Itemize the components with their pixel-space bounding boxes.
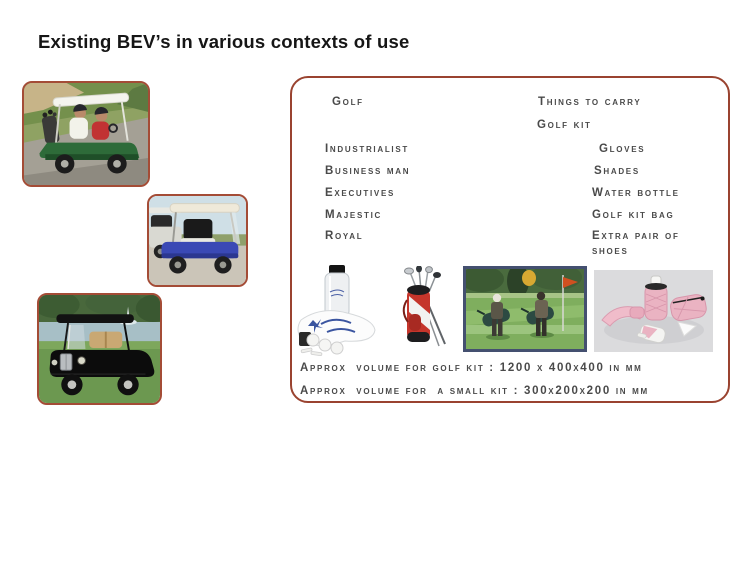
- photo-black-golf-cart: [37, 293, 162, 405]
- list-item-shades: Shades: [594, 165, 640, 177]
- note-golf-kit-volume: Approx volume for golf kit : 1200 x 400x400 in mm: [300, 362, 643, 374]
- right-column-header: Things to carry: [538, 96, 642, 108]
- black-golf-cart-illustration: [39, 295, 160, 403]
- photo-green-golf-cart: [22, 81, 150, 187]
- list-item-business-man: Business man: [325, 165, 411, 177]
- photo-blue-golf-cart: [147, 194, 248, 287]
- club-bag-illustration: [395, 266, 449, 352]
- bottle-kit-illustration: [297, 262, 379, 357]
- list-item-water-bottle: Water bottle: [592, 187, 680, 199]
- blue-golf-cart-illustration: [149, 196, 246, 285]
- green-golf-cart-illustration: [24, 83, 148, 185]
- note-small-kit-volume: Approx volume for a small kit : 300x200x200 in mm: [300, 385, 649, 397]
- left-column-header: Golf: [332, 96, 364, 108]
- list-item-golf-kit-bag: Golf kit bag: [592, 209, 675, 221]
- right-column-subheader: Golf kit: [537, 119, 592, 131]
- pink-kit-illustration: [594, 270, 713, 352]
- photo-pink-kit: [594, 270, 713, 352]
- list-item-industrialist: Industrialist: [325, 143, 409, 155]
- list-item-extra-shoes: Extra pair of shoes: [592, 230, 680, 257]
- photo-golfers: [463, 266, 587, 352]
- photo-bottle-kit: [297, 262, 379, 357]
- list-item-gloves: Gloves: [599, 143, 646, 155]
- list-item-executives: Executives: [325, 187, 396, 199]
- list-item-majestic: Majestic: [325, 209, 382, 221]
- golfers-illustration: [466, 269, 584, 349]
- golf-context-panel: [290, 76, 730, 403]
- page-title: Existing BEV’s in various contexts of use: [38, 31, 410, 52]
- photo-club-bag: [395, 266, 449, 352]
- list-item-royal: Royal: [325, 230, 364, 242]
